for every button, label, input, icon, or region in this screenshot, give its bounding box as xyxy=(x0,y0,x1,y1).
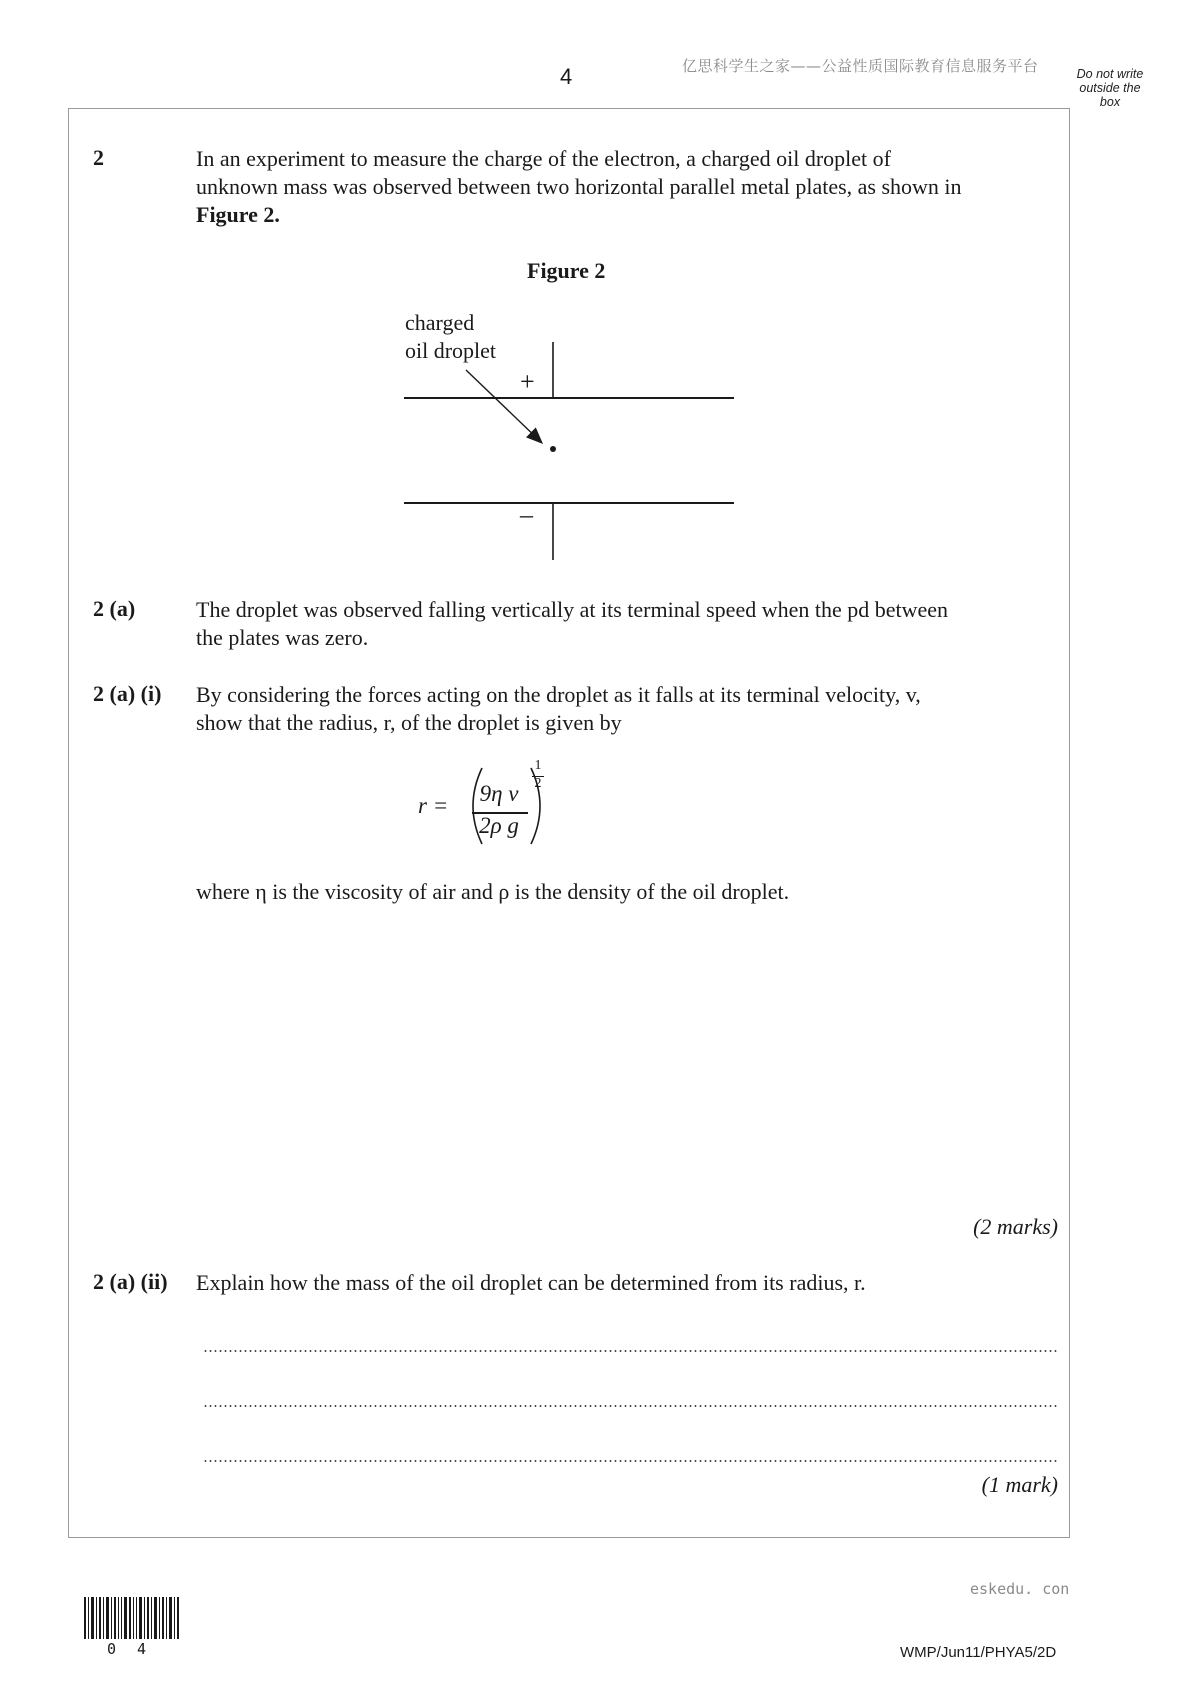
barcode-image xyxy=(84,1597,180,1639)
barcode-digits: 0 4 xyxy=(107,1640,153,1658)
part-a-label: 2 (a) xyxy=(93,596,136,621)
question-number: 2 xyxy=(93,145,104,170)
figure-label-line: charged xyxy=(405,310,475,335)
exponent-numerator: 1 xyxy=(534,758,542,773)
part-a-line: the plates was zero. xyxy=(196,625,369,650)
equation-lhs: r = xyxy=(418,793,449,818)
part-a-line: The droplet was observed falling vertically at its terminal speed when the pd between xyxy=(196,597,949,622)
margin-note-line: outside the xyxy=(1079,81,1141,95)
margin-note-line: Do not write xyxy=(1076,67,1144,81)
plates-diagram xyxy=(390,330,750,570)
part-a-i-line: By considering the forces acting on the droplet as it falls at its terminal velocity, v, xyxy=(196,682,921,707)
oil-droplet xyxy=(550,446,556,452)
answer-line[interactable] xyxy=(203,1460,1058,1462)
part-a-i-label: 2 (a) (i) xyxy=(93,681,162,706)
answer-line[interactable] xyxy=(203,1405,1058,1407)
question-intro xyxy=(196,145,1056,229)
equation-denominator: 2ρ g xyxy=(479,813,519,838)
part-a-ii-label: 2 (a) (ii) xyxy=(93,1269,168,1294)
answer-frame xyxy=(68,108,1070,1538)
figure-reference: Figure 2. xyxy=(196,202,280,227)
part-a-i-line: show that the radius, r, of the droplet is given by xyxy=(196,710,622,735)
margin-note xyxy=(1068,67,1152,109)
equation-explanation: where η is the viscosity of air and ρ is the density of the oil droplet. xyxy=(196,879,790,904)
paper-code: WMP/Jun11/PHYA5/2D xyxy=(900,1644,1057,1661)
figure-title: Figure 2 xyxy=(527,258,606,283)
intro-line: In an experiment to measure the charge of the electron, a charged oil droplet of xyxy=(196,146,891,171)
footer-site-text: eskedu. con xyxy=(970,1580,1070,1598)
figure-label-line: oil droplet xyxy=(405,338,497,363)
part-a-ii-text: Explain how the mass of the oil droplet can be determined from its radius, r. xyxy=(196,1270,866,1295)
watermark-text: 亿思科学生之家——公益性质国际教育信息服务平台 xyxy=(682,57,1039,75)
part-a-i-text xyxy=(196,681,1056,737)
plus-sign: + xyxy=(520,367,535,396)
page-number: 4 xyxy=(560,64,573,89)
equation-numerator: 9η v xyxy=(479,781,519,806)
marks-2: (2 marks) xyxy=(973,1214,1058,1239)
marks-1: (1 mark) xyxy=(981,1472,1058,1497)
exponent-denominator: 2 xyxy=(534,776,542,791)
answer-line[interactable] xyxy=(203,1350,1058,1352)
minus-sign: – xyxy=(520,500,533,529)
margin-note-line: box xyxy=(1099,95,1121,109)
intro-line: unknown mass was observed between two horizontal parallel metal plates, as shown in xyxy=(196,174,962,199)
part-a-text xyxy=(196,596,1056,652)
